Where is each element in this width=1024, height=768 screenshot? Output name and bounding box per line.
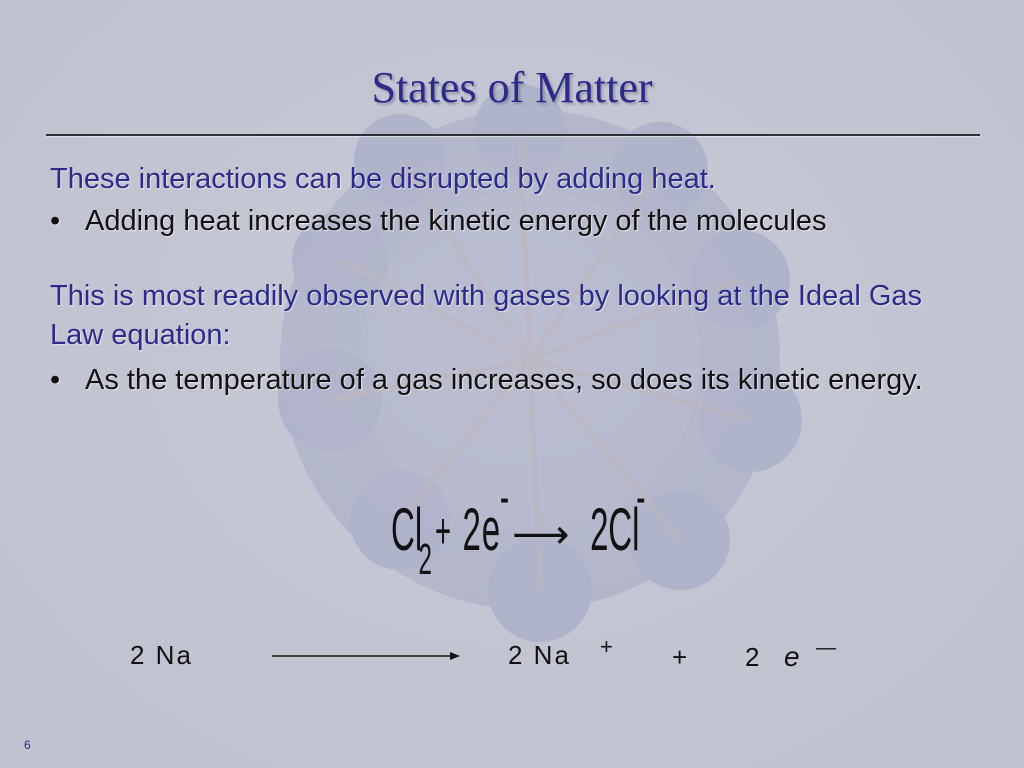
- slide-title: States of Matter: [371, 63, 653, 112]
- bullet-text: As the temperature of a gas increases, so does its kinetic energy.: [85, 364, 923, 396]
- eq1-product-charge: -: [636, 482, 646, 526]
- bullet-marker: •: [50, 205, 61, 237]
- paragraph-heat: These interactions can be disrupted by adding heat.: [50, 163, 716, 195]
- eq2-plus: +: [672, 642, 688, 672]
- eq1-reactant-1: Cl: [391, 496, 423, 564]
- eq2-product-1-charge: +: [600, 634, 613, 659]
- eq1-product: Cl: [608, 496, 640, 564]
- bullet-marker: •: [50, 364, 61, 396]
- sodium-oxidation-equation: [120, 632, 860, 682]
- eq2-product-2-coeff: 2: [745, 642, 760, 672]
- eq2-product-1: 2 Na: [508, 640, 571, 670]
- eq1-plus: +: [435, 502, 452, 560]
- eq2-product-2-charge: —: [816, 637, 836, 659]
- paragraph-ideal-gas: This is most readily observed with gases by looking at the Ideal Gas Law equation:: [50, 280, 923, 351]
- title-divider: [46, 134, 980, 136]
- eq1-reactant-1-subscript: 2: [418, 534, 432, 582]
- eq1-reactant-2-coeff: 2: [462, 496, 481, 564]
- eq2-reactant: 2 Na: [130, 640, 193, 670]
- bullet-kinetic-energy: [50, 202, 960, 242]
- chlorine-reduction-equation: [380, 482, 650, 582]
- bullet-text: Adding heat increases the kinetic energy of the molecules: [85, 205, 827, 237]
- eq1-reactant-2-charge: -: [499, 482, 510, 526]
- bullet-temperature: [50, 361, 960, 441]
- eq1-product-coeff: 2: [590, 496, 609, 564]
- page-number: 6: [24, 738, 31, 752]
- eq2-arrow-head: [450, 652, 460, 660]
- eq1-arrow: ⟶: [512, 512, 570, 558]
- eq1-reactant-2: e: [481, 496, 501, 564]
- eq2-product-2: e: [784, 641, 800, 672]
